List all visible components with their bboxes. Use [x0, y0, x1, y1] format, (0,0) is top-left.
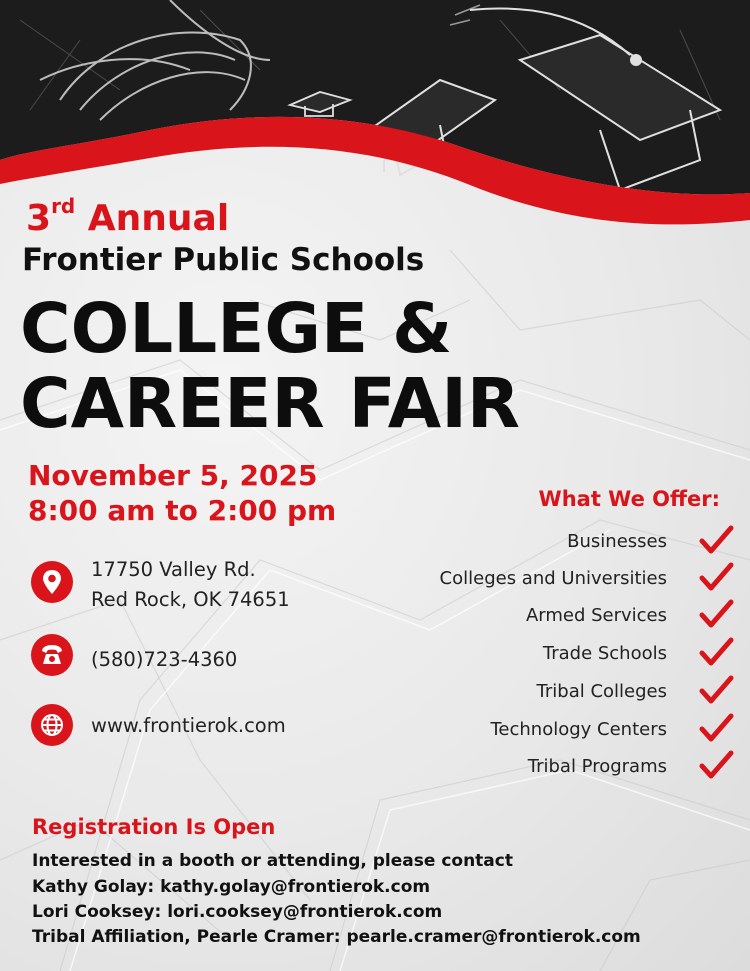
- registration-contact-lori[interactable]: Lori Cooksey: lori.cooksey@frontierok.com: [32, 902, 443, 922]
- checkmark-icon: [698, 636, 734, 668]
- registration-contact-kathy[interactable]: Kathy Golay: kathy.golay@frontierok.com: [32, 877, 431, 897]
- checkmark-icon: [698, 712, 734, 744]
- offer-item: [0, 674, 750, 712]
- offer-item-label: Businesses: [567, 531, 667, 552]
- address-line2: Red Rock, OK 74651: [91, 588, 290, 611]
- offer-item-label: Armed Services: [525, 605, 667, 626]
- annual-word: Annual: [87, 198, 230, 239]
- checkmark-icon: [698, 561, 734, 593]
- event-datetime: [28, 458, 336, 528]
- event-date: November 5, 2025: [28, 459, 318, 492]
- offer-item: [0, 598, 750, 636]
- offer-item-label: Trade Schools: [542, 643, 667, 664]
- registration-line: Interested in a booth or attending, please contact: [32, 851, 513, 871]
- offer-item-label: Technology Centers: [490, 719, 667, 740]
- registration-contact-pearle[interactable]: Tribal Affiliation, Pearle Cramer: pearle.cramer@frontierok.com: [32, 927, 641, 947]
- address-line1: 17750 Valley Rd.: [91, 558, 256, 581]
- offer-heading: What We Offer:: [538, 487, 720, 511]
- edition-number: 3: [26, 198, 52, 239]
- website-link[interactable]: www.frontierok.com: [91, 714, 286, 737]
- event-title-line2: CAREER FAIR: [20, 364, 521, 444]
- checkmark-icon: [698, 524, 734, 556]
- checkmark-icon: [698, 598, 734, 630]
- offer-item-label: Tribal Colleges: [536, 681, 667, 702]
- offer-item: [0, 712, 750, 750]
- offer-item: [0, 636, 750, 674]
- school-name: Frontier Public Schools: [22, 242, 425, 278]
- edition-heading: [26, 186, 229, 243]
- event-title-line1: COLLEGE &: [20, 289, 453, 369]
- checkmark-icon: [698, 674, 734, 706]
- offer-item-label: Colleges and Universities: [439, 568, 667, 589]
- checkmark-icon: [698, 749, 734, 781]
- edition-suffix: rd: [51, 194, 76, 218]
- registration-title: Registration Is Open: [32, 815, 276, 839]
- event-title: [20, 289, 521, 444]
- offer-item-label: Tribal Programs: [527, 756, 667, 777]
- offer-item: [0, 749, 750, 787]
- offer-item: [0, 561, 750, 599]
- offer-item: [0, 524, 750, 562]
- phone-number[interactable]: (580)723-4360: [91, 648, 238, 671]
- event-time: 8:00 am to 2:00 pm: [28, 494, 337, 527]
